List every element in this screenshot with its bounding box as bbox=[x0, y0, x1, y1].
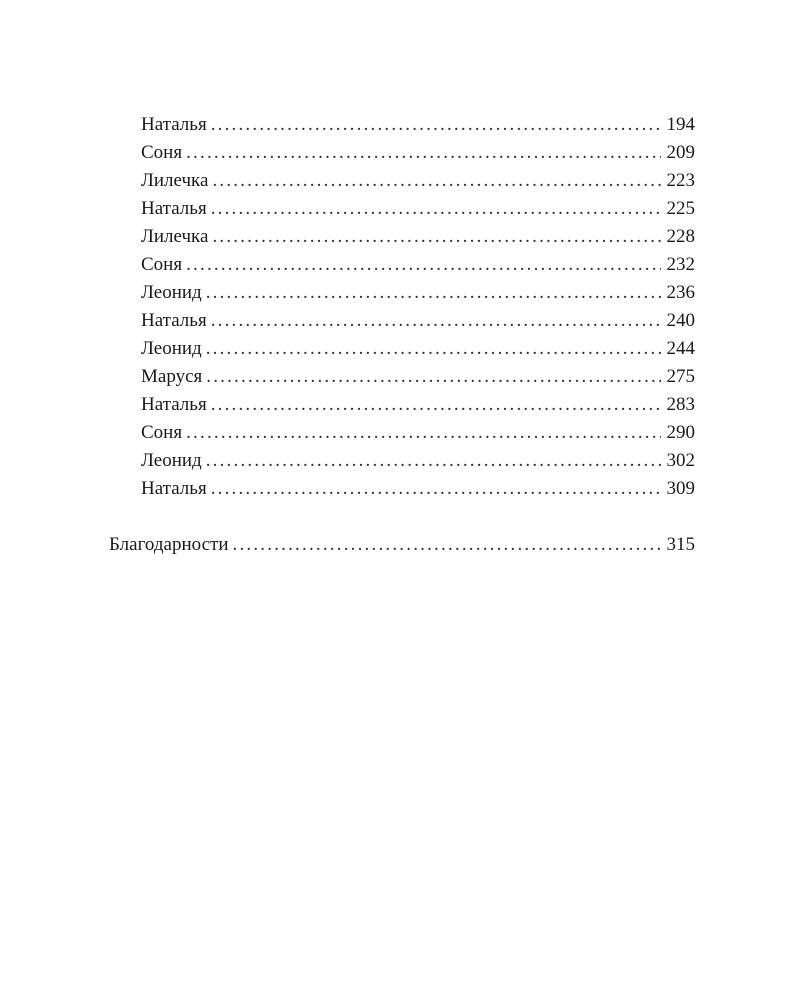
dot-leader bbox=[206, 335, 661, 363]
toc-entry bbox=[141, 391, 695, 419]
dot-leader bbox=[186, 419, 660, 447]
toc-entry bbox=[141, 167, 695, 195]
toc-entry-title: Наталья bbox=[141, 310, 207, 331]
dot-leader bbox=[211, 195, 661, 223]
toc-entry-title: Леонид bbox=[141, 450, 202, 471]
toc-entry-page: 232 bbox=[666, 254, 695, 275]
toc-entry-title: Лилечка bbox=[141, 170, 209, 191]
toc-entry-page: 302 bbox=[666, 450, 695, 471]
dot-leader bbox=[211, 307, 661, 335]
toc-list bbox=[0, 111, 800, 559]
toc-entry-title: Соня bbox=[141, 142, 183, 163]
toc-entry-title: Соня bbox=[141, 254, 183, 275]
toc-entry bbox=[141, 419, 695, 447]
toc-entry-page: 223 bbox=[666, 170, 695, 191]
dot-leader bbox=[233, 531, 661, 559]
toc-entry-title: Наталья bbox=[141, 478, 207, 499]
toc-entry-title: Лилечка bbox=[141, 226, 209, 247]
dot-leader bbox=[186, 251, 660, 279]
toc-entry bbox=[141, 307, 695, 335]
toc-entry-title: Леонид bbox=[141, 282, 202, 303]
toc-entry-page: 228 bbox=[666, 226, 695, 247]
toc-entry bbox=[141, 111, 695, 139]
toc-entry-page: 236 bbox=[666, 282, 695, 303]
toc-entry-title: Наталья bbox=[141, 114, 207, 135]
dot-leader bbox=[206, 279, 661, 307]
toc-entry-title: Маруся bbox=[141, 366, 203, 387]
toc-entry bbox=[141, 363, 695, 391]
toc-entry bbox=[141, 139, 695, 167]
dot-leader bbox=[212, 223, 660, 251]
toc-entry-page: 225 bbox=[666, 198, 695, 219]
toc-entry-acknowledgements bbox=[109, 531, 695, 559]
toc-entry-title: Леонид bbox=[141, 338, 202, 359]
dot-leader bbox=[212, 167, 660, 195]
toc-entry-title: Благодарности bbox=[109, 534, 229, 555]
dot-leader bbox=[206, 447, 661, 475]
dot-leader bbox=[211, 111, 661, 139]
toc-entry-title: Соня bbox=[141, 422, 183, 443]
toc-entry bbox=[141, 335, 695, 363]
table-of-contents bbox=[0, 111, 800, 559]
dot-leader bbox=[186, 139, 660, 167]
toc-entry-page: 275 bbox=[666, 366, 695, 387]
toc-entry bbox=[141, 447, 695, 475]
toc-entry-page: 283 bbox=[666, 394, 695, 415]
dot-leader bbox=[206, 363, 660, 391]
dot-leader bbox=[211, 391, 661, 419]
toc-entry bbox=[141, 195, 695, 223]
toc-entry-page: 309 bbox=[666, 478, 695, 499]
toc-entry-page: 244 bbox=[666, 338, 695, 359]
toc-entry-page: 194 bbox=[666, 114, 695, 135]
toc-entry-page: 240 bbox=[666, 310, 695, 331]
toc-entry-title: Наталья bbox=[141, 394, 207, 415]
toc-entry bbox=[141, 223, 695, 251]
dot-leader bbox=[211, 475, 661, 503]
toc-entry-page: 315 bbox=[666, 534, 695, 555]
toc-entry-title: Наталья bbox=[141, 198, 207, 219]
toc-entry-page: 290 bbox=[666, 422, 695, 443]
toc-entry bbox=[141, 251, 695, 279]
toc-entry bbox=[141, 279, 695, 307]
toc-entry-page: 209 bbox=[666, 142, 695, 163]
toc-entry bbox=[141, 475, 695, 503]
